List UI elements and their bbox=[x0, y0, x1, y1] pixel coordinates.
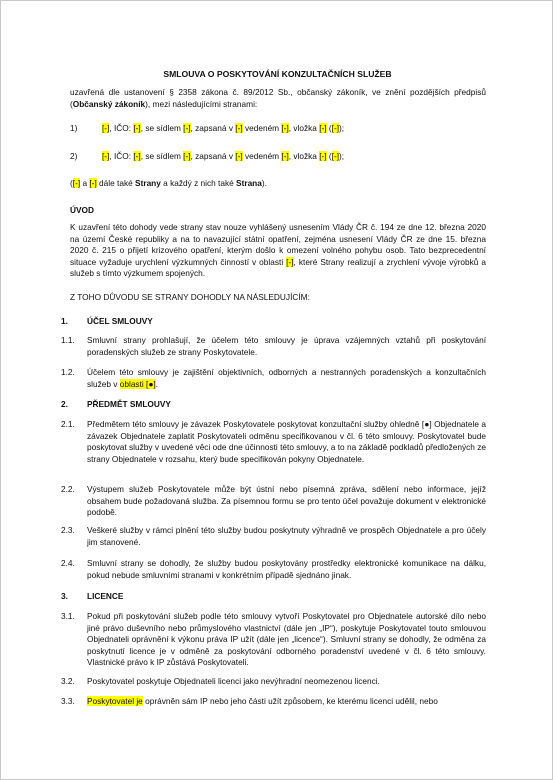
intro-paragraph bbox=[70, 87, 486, 110]
party-b-placeholder: [-] bbox=[89, 178, 97, 188]
clause-3-2-number: 3.2. bbox=[61, 676, 75, 686]
party-2-text: , IČO: bbox=[109, 151, 134, 161]
clause-3-3-text: oprávněn sám IP nebo jeho části užít způsobem, ke kterému licenci udělil, nebo bbox=[142, 696, 438, 706]
party-1-place-placeholder: [-] bbox=[281, 123, 289, 133]
clause-1-2-text: Účelem této smlouvy je zajištění objektivních, odborných a nestranných poradenských a konzultačních služeb v bbox=[87, 367, 486, 389]
party-a-placeholder: [-] bbox=[72, 178, 81, 188]
party-2-text: ( bbox=[326, 151, 332, 161]
intro-text-1: uzavřená dle ustanovení § 2358 zákona č. 89/2012 Sb., občanský zákoník, ve znění pozdějších předpisů ( bbox=[70, 87, 486, 109]
uvod-text: K uzavření této dohody vede strany stav nouze vyhlášený usnesením Vlády ČR č. 194 ze dne 12. března 2020 na území České republiky a na to navazující státní opatření, zejména usnesení Vlády ČR ze dne 15. března 2020 č. 215 o přijetí krizového opatření, kterým došlo k omezení volného pohybu osob. Tato bezprecedentní situace vyžaduje urychlení výzkumných činností v oblasti bbox=[70, 222, 486, 267]
party-1-insert-placeholder: [-] bbox=[319, 123, 327, 133]
party-2-text: , vložka bbox=[288, 151, 320, 161]
party-1-name-placeholder: [-] bbox=[102, 123, 110, 133]
parties-note-text: ). bbox=[261, 178, 267, 188]
party-2-abbr-placeholder: [-] bbox=[331, 151, 340, 161]
parties-note bbox=[70, 178, 486, 190]
parties-note-text: a každý z nich také bbox=[160, 178, 237, 188]
party-2-court-placeholder: [-] bbox=[235, 151, 243, 161]
party-1-number: 1) bbox=[70, 123, 78, 133]
party-2-name-placeholder: [-] bbox=[102, 151, 110, 161]
clause-2-2: Výstupem služeb Poskytovatele může být ústní nebo písemná zpráva, sdělení nebo informace, jejíž obsahem bude požadovaná služba. Za písemnou formu se pro tento účel považuje dokument v elektronické podobě. bbox=[87, 484, 486, 518]
parties-note-text: dále také bbox=[96, 178, 136, 188]
clause-2-4-number: 2.4. bbox=[61, 558, 75, 568]
party-2-insert-placeholder: [-] bbox=[319, 151, 327, 161]
clause-2-4: Smluvní strany se dohodly, že služby budou poskytovány prostředky elektronické komunikace na dálku, pokud nebude smluvními stranami v konkrétním případě sjednáno jinak. bbox=[87, 558, 486, 580]
party-2-text: , se sídlem bbox=[140, 151, 184, 161]
clause-1-1-number: 1.1. bbox=[61, 335, 75, 345]
clause-3-1: Pokud při poskytování služeb podle této smlouvy vytvoří Poskytovatel pro Objednatele autorské dílo nebo jiné právo duševního nebo průmyslového vlastnictví (dále jen „IP“), poskytuje Poskytovatel touto smlouvou Objednateli oprávnění k výkonu práva IP užít (dále jen „licence“). Smluvní strany se dohodly, že odměna za poskytnutí licence je v odměně za poskytování odborného poradenství uvedené v čl. 6 této smlouvy. Vlastnické právo k IP zůstává Poskytovateli. bbox=[87, 611, 486, 668]
section-1-number: 1. bbox=[61, 316, 68, 326]
clause-2-3: Veškeré služby v rámci plnění této služby budou poskytnuty výhradně ve prospěch Objednatele a pro účely jim stanovené. bbox=[87, 525, 486, 547]
party-2-text: ); bbox=[339, 151, 345, 161]
therefore-line: Z TOHO DŮVODU SE STRANY DOHODLY NA NÁSLEDUJÍCÍM: bbox=[70, 292, 310, 302]
clause-3-3-highlight: Poskytovatel je bbox=[87, 696, 143, 706]
party-1-abbr-placeholder: [-] bbox=[331, 123, 340, 133]
party-1-text: , se sídlem bbox=[140, 123, 184, 133]
clause-2-3-number: 2.3. bbox=[61, 525, 75, 535]
parties-note-text: a bbox=[80, 178, 90, 188]
party-2-number: 2) bbox=[70, 151, 78, 161]
intro-text-2: ), mezi následujícími stranami: bbox=[145, 98, 258, 109]
section-3-number: 3. bbox=[61, 591, 68, 601]
section-2-number: 2. bbox=[61, 399, 68, 409]
party-2 bbox=[102, 151, 492, 163]
clause-3-3-number: 3.3. bbox=[61, 696, 75, 706]
clause-1-2 bbox=[87, 367, 486, 390]
clause-3-3 bbox=[87, 696, 492, 708]
clause-2-1: Předmětem této smlouvy je závazek Poskytovatele poskytovat konzultační služby ohledně [●] Objednatele a závazek Objednatele zaplatit Poskytovateli odměnu specifikovanou v čl. 6 této smlouvy. Poskytovatel bude poskytovat služby v uvedené věci ode dne účinnosti této smlouvy, a to na základě podkladů předložených ze strany Objednatele v rozsahu, který bude specifikován pokyny Objednatele. bbox=[87, 419, 486, 464]
section-2-heading: PŘEDMĚT SMLOUVY bbox=[87, 399, 171, 409]
clause-1-1: Smluvní strany prohlašují, že účelem této smlouvy je úprava vzájemných vztahů při poskytování poradenských služeb ze strany Poskytovatele. bbox=[87, 335, 486, 357]
section-3-heading: LICENCE bbox=[87, 591, 124, 601]
uvod-area-placeholder: [-] bbox=[286, 256, 294, 267]
clause-1-2-area-placeholder: oblasti [●] bbox=[119, 378, 156, 389]
party-2-ico-placeholder: [-] bbox=[133, 151, 141, 161]
party-1-text: ); bbox=[339, 123, 345, 133]
party-1-text: , vložka bbox=[288, 123, 320, 133]
clause-1-2-number: 1.2. bbox=[61, 367, 75, 377]
party-1-ico-placeholder: [-] bbox=[133, 123, 141, 133]
uvod-paragraph bbox=[70, 222, 486, 280]
strana-term: Strana bbox=[236, 178, 262, 188]
intro-bold-term: Občanský zákoník bbox=[72, 98, 146, 109]
strany-term: Strany bbox=[135, 178, 161, 188]
section-1-heading: ÚČEL SMLOUVY bbox=[87, 316, 153, 326]
parties-note-text: ( bbox=[70, 178, 73, 188]
clause-1-2-text: . bbox=[155, 378, 158, 389]
party-2-seat-placeholder: [-] bbox=[183, 151, 191, 161]
party-2-text: , zapsaná v bbox=[190, 151, 236, 161]
uvod-heading: ÚVOD bbox=[70, 205, 94, 215]
party-1-text: vedeném bbox=[242, 123, 282, 133]
party-1 bbox=[102, 123, 492, 135]
party-1-text: ( bbox=[326, 123, 332, 133]
party-1-court-placeholder: [-] bbox=[235, 123, 243, 133]
clause-2-1-number: 2.1. bbox=[61, 419, 75, 429]
party-1-seat-placeholder: [-] bbox=[183, 123, 191, 133]
party-2-text: vedeném bbox=[242, 151, 282, 161]
party-2-place-placeholder: [-] bbox=[281, 151, 289, 161]
party-1-text: , IČO: bbox=[109, 123, 134, 133]
party-1-text: , zapsaná v bbox=[190, 123, 236, 133]
clause-2-2-number: 2.2. bbox=[61, 484, 75, 494]
uvod-text: , které Strany realizují a zrychlení vývoje výrobků a služeb s tímto výzkumem spojených. bbox=[70, 256, 486, 279]
clause-3-1-number: 3.1. bbox=[61, 611, 75, 621]
clause-3-2: Poskytovatel poskytuje Objednateli licenci jako nevýhradní neomezenou licenci. bbox=[87, 676, 380, 686]
document-title: SMLOUVA O POSKYTOVÁNÍ KONZULTAČNÍCH SLUŽEB bbox=[163, 69, 392, 79]
